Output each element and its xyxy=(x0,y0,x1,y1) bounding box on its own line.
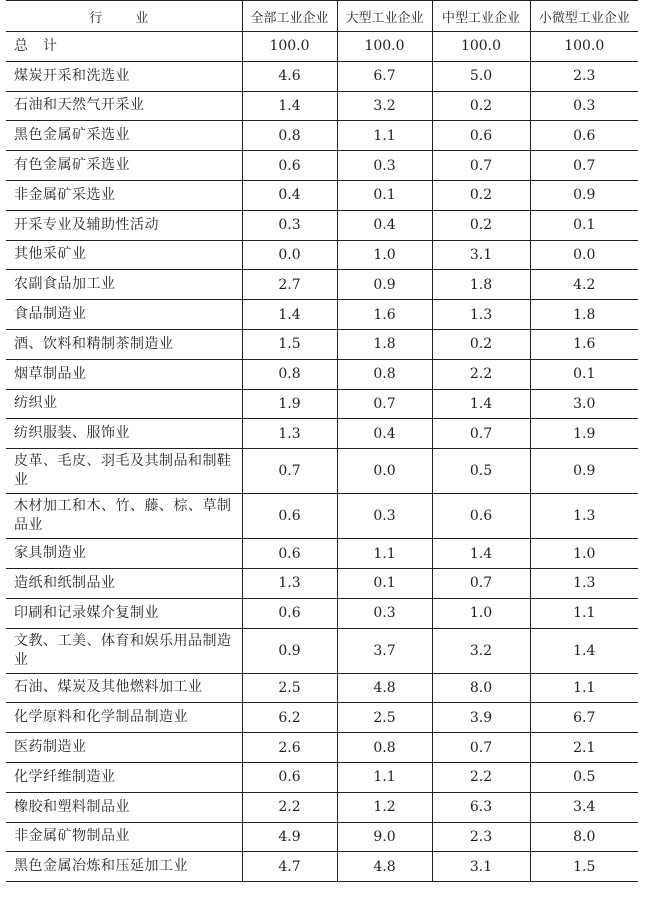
header-all-enterprises: 全部工业企业 xyxy=(242,1,337,32)
header-row xyxy=(6,1,638,32)
small-micro-enterprises-value: 0.7 xyxy=(530,151,638,181)
industry-name-cell: 纺织服装、服饰业 xyxy=(6,419,242,449)
small-micro-enterprises-value: 2.1 xyxy=(530,733,638,763)
large-enterprises-value: 100.0 xyxy=(337,32,432,62)
medium-enterprises-value: 5.0 xyxy=(432,61,530,91)
all-enterprises-value: 0.8 xyxy=(242,121,337,151)
small-micro-enterprises-value: 1.8 xyxy=(530,300,638,330)
industry-name-cell: 烟草制品业 xyxy=(6,359,242,389)
industry-name-cell: 黑色金属冶炼和压延加工业 xyxy=(6,852,242,882)
industry-share-table xyxy=(6,0,638,882)
table-row xyxy=(6,792,638,822)
small-micro-enterprises-value: 4.2 xyxy=(530,270,638,300)
industry-name-cell: 木材加工和木、竹、藤、棕、草制品业 xyxy=(6,494,242,539)
industry-name-cell: 皮革、毛皮、羽毛及其制品和制鞋业 xyxy=(6,449,242,494)
small-micro-enterprises-value: 6.7 xyxy=(530,703,638,733)
medium-enterprises-value: 1.0 xyxy=(432,598,530,628)
small-micro-enterprises-value: 1.9 xyxy=(530,419,638,449)
table-row xyxy=(6,61,638,91)
all-enterprises-value: 0.6 xyxy=(242,539,337,569)
industry-name-cell: 总 计 xyxy=(6,32,242,62)
table-row xyxy=(6,419,638,449)
small-micro-enterprises-value: 1.1 xyxy=(530,673,638,703)
table-row xyxy=(6,494,638,539)
medium-enterprises-value: 8.0 xyxy=(432,673,530,703)
large-enterprises-value: 9.0 xyxy=(337,822,432,852)
table-row xyxy=(6,359,638,389)
small-micro-enterprises-value: 0.6 xyxy=(530,121,638,151)
table-row xyxy=(6,628,638,673)
header-medium-enterprises: 中型工业企业 xyxy=(432,1,530,32)
medium-enterprises-value: 1.4 xyxy=(432,539,530,569)
all-enterprises-value: 0.6 xyxy=(242,598,337,628)
industry-name-cell: 非金属矿采选业 xyxy=(6,180,242,210)
small-micro-enterprises-value: 1.5 xyxy=(530,852,638,882)
industry-name-cell: 食品制造业 xyxy=(6,300,242,330)
medium-enterprises-value: 0.2 xyxy=(432,180,530,210)
table-row xyxy=(6,762,638,792)
medium-enterprises-value: 0.2 xyxy=(432,210,530,240)
table-row xyxy=(6,151,638,181)
medium-enterprises-value: 0.7 xyxy=(432,419,530,449)
medium-enterprises-value: 0.2 xyxy=(432,91,530,121)
table-row xyxy=(6,91,638,121)
medium-enterprises-value: 0.7 xyxy=(432,733,530,763)
industry-name-cell: 其他采矿业 xyxy=(6,240,242,270)
large-enterprises-value: 2.5 xyxy=(337,703,432,733)
small-micro-enterprises-value: 1.4 xyxy=(530,628,638,673)
medium-enterprises-value: 0.5 xyxy=(432,449,530,494)
medium-enterprises-value: 3.1 xyxy=(432,240,530,270)
medium-enterprises-value: 1.4 xyxy=(432,389,530,419)
small-micro-enterprises-value: 100.0 xyxy=(530,32,638,62)
all-enterprises-value: 2.2 xyxy=(242,792,337,822)
industry-name-cell: 纺织业 xyxy=(6,389,242,419)
table-row xyxy=(6,270,638,300)
small-micro-enterprises-value: 3.0 xyxy=(530,389,638,419)
medium-enterprises-value: 0.6 xyxy=(432,121,530,151)
small-micro-enterprises-value: 1.3 xyxy=(530,494,638,539)
medium-enterprises-value: 0.6 xyxy=(432,494,530,539)
all-enterprises-value: 100.0 xyxy=(242,32,337,62)
small-micro-enterprises-value: 1.6 xyxy=(530,329,638,359)
small-micro-enterprises-value: 1.3 xyxy=(530,568,638,598)
industry-name-cell: 家具制造业 xyxy=(6,539,242,569)
all-enterprises-value: 0.7 xyxy=(242,449,337,494)
table-row xyxy=(6,180,638,210)
medium-enterprises-value: 2.2 xyxy=(432,359,530,389)
header-small-micro-enterprises: 小微型工业企业 xyxy=(530,1,638,32)
large-enterprises-value: 6.7 xyxy=(337,61,432,91)
industry-name-cell: 石油、煤炭及其他燃料加工业 xyxy=(6,673,242,703)
medium-enterprises-value: 100.0 xyxy=(432,32,530,62)
all-enterprises-value: 0.4 xyxy=(242,180,337,210)
industry-name-cell: 造纸和纸制品业 xyxy=(6,568,242,598)
table-row xyxy=(6,389,638,419)
table-row xyxy=(6,673,638,703)
all-enterprises-value: 0.3 xyxy=(242,210,337,240)
table-row xyxy=(6,329,638,359)
industry-name-cell: 非金属矿物制品业 xyxy=(6,822,242,852)
industry-name-cell: 橡胶和塑料制品业 xyxy=(6,792,242,822)
table-row xyxy=(6,568,638,598)
all-enterprises-value: 1.5 xyxy=(242,329,337,359)
header-large-enterprises: 大型工业企业 xyxy=(337,1,432,32)
small-micro-enterprises-value: 3.4 xyxy=(530,792,638,822)
table-row xyxy=(6,210,638,240)
all-enterprises-value: 2.5 xyxy=(242,673,337,703)
medium-enterprises-value: 3.1 xyxy=(432,852,530,882)
large-enterprises-value: 0.3 xyxy=(337,151,432,181)
large-enterprises-value: 1.2 xyxy=(337,792,432,822)
industry-name-cell: 煤炭开采和洗选业 xyxy=(6,61,242,91)
table-row xyxy=(6,852,638,882)
table-row xyxy=(6,539,638,569)
industry-name-cell: 农副食品加工业 xyxy=(6,270,242,300)
all-enterprises-value: 0.8 xyxy=(242,359,337,389)
table-body xyxy=(6,32,638,882)
industry-name-cell: 医药制造业 xyxy=(6,733,242,763)
large-enterprises-value: 0.3 xyxy=(337,598,432,628)
all-enterprises-value: 6.2 xyxy=(242,703,337,733)
table-row xyxy=(6,32,638,62)
large-enterprises-value: 0.3 xyxy=(337,494,432,539)
industry-name-cell: 有色金属矿采选业 xyxy=(6,151,242,181)
large-enterprises-value: 3.7 xyxy=(337,628,432,673)
large-enterprises-value: 0.1 xyxy=(337,180,432,210)
table-row xyxy=(6,300,638,330)
large-enterprises-value: 1.1 xyxy=(337,121,432,151)
all-enterprises-value: 0.0 xyxy=(242,240,337,270)
medium-enterprises-value: 2.2 xyxy=(432,762,530,792)
all-enterprises-value: 4.7 xyxy=(242,852,337,882)
industry-name-cell: 文教、工美、体育和娱乐用品制造业 xyxy=(6,628,242,673)
industry-name-cell: 开采专业及辅助性活动 xyxy=(6,210,242,240)
large-enterprises-value: 0.4 xyxy=(337,210,432,240)
all-enterprises-value: 0.6 xyxy=(242,494,337,539)
large-enterprises-value: 1.6 xyxy=(337,300,432,330)
medium-enterprises-value: 3.2 xyxy=(432,628,530,673)
all-enterprises-value: 1.4 xyxy=(242,300,337,330)
page xyxy=(6,0,638,882)
small-micro-enterprises-value: 1.0 xyxy=(530,539,638,569)
large-enterprises-value: 1.8 xyxy=(337,329,432,359)
industry-name-cell: 化学原料和化学制品制造业 xyxy=(6,703,242,733)
large-enterprises-value: 1.0 xyxy=(337,240,432,270)
all-enterprises-value: 1.3 xyxy=(242,419,337,449)
table-row xyxy=(6,598,638,628)
header-industry: 行 业 xyxy=(6,1,242,32)
small-micro-enterprises-value: 2.3 xyxy=(530,61,638,91)
large-enterprises-value: 0.0 xyxy=(337,449,432,494)
small-micro-enterprises-value: 0.1 xyxy=(530,210,638,240)
table-row xyxy=(6,703,638,733)
medium-enterprises-value: 0.7 xyxy=(432,151,530,181)
all-enterprises-value: 4.9 xyxy=(242,822,337,852)
medium-enterprises-value: 1.3 xyxy=(432,300,530,330)
medium-enterprises-value: 2.3 xyxy=(432,822,530,852)
small-micro-enterprises-value: 0.0 xyxy=(530,240,638,270)
large-enterprises-value: 4.8 xyxy=(337,852,432,882)
all-enterprises-value: 0.9 xyxy=(242,628,337,673)
small-micro-enterprises-value: 0.9 xyxy=(530,449,638,494)
industry-name-cell: 石油和天然气开采业 xyxy=(6,91,242,121)
large-enterprises-value: 0.8 xyxy=(337,359,432,389)
large-enterprises-value: 0.1 xyxy=(337,568,432,598)
industry-name-cell: 黑色金属矿采选业 xyxy=(6,121,242,151)
large-enterprises-value: 0.7 xyxy=(337,389,432,419)
all-enterprises-value: 1.9 xyxy=(242,389,337,419)
medium-enterprises-value: 3.9 xyxy=(432,703,530,733)
all-enterprises-value: 0.6 xyxy=(242,151,337,181)
large-enterprises-value: 1.1 xyxy=(337,539,432,569)
all-enterprises-value: 2.6 xyxy=(242,733,337,763)
small-micro-enterprises-value: 0.5 xyxy=(530,762,638,792)
small-micro-enterprises-value: 0.1 xyxy=(530,359,638,389)
all-enterprises-value: 4.6 xyxy=(242,61,337,91)
small-micro-enterprises-value: 0.3 xyxy=(530,91,638,121)
large-enterprises-value: 3.2 xyxy=(337,91,432,121)
large-enterprises-value: 1.1 xyxy=(337,762,432,792)
small-micro-enterprises-value: 1.1 xyxy=(530,598,638,628)
all-enterprises-value: 1.4 xyxy=(242,91,337,121)
small-micro-enterprises-value: 8.0 xyxy=(530,822,638,852)
table-row xyxy=(6,240,638,270)
industry-name-cell: 化学纤维制造业 xyxy=(6,762,242,792)
medium-enterprises-value: 0.2 xyxy=(432,329,530,359)
all-enterprises-value: 0.6 xyxy=(242,762,337,792)
large-enterprises-value: 4.8 xyxy=(337,673,432,703)
large-enterprises-value: 0.8 xyxy=(337,733,432,763)
table-row xyxy=(6,733,638,763)
medium-enterprises-value: 1.8 xyxy=(432,270,530,300)
small-micro-enterprises-value: 0.9 xyxy=(530,180,638,210)
industry-name-cell: 印刷和记录媒介复制业 xyxy=(6,598,242,628)
all-enterprises-value: 2.7 xyxy=(242,270,337,300)
all-enterprises-value: 1.3 xyxy=(242,568,337,598)
large-enterprises-value: 0.4 xyxy=(337,419,432,449)
medium-enterprises-value: 6.3 xyxy=(432,792,530,822)
table-row xyxy=(6,822,638,852)
medium-enterprises-value: 0.7 xyxy=(432,568,530,598)
table-row xyxy=(6,449,638,494)
table-row xyxy=(6,121,638,151)
large-enterprises-value: 0.9 xyxy=(337,270,432,300)
industry-name-cell: 酒、饮料和精制茶制造业 xyxy=(6,329,242,359)
